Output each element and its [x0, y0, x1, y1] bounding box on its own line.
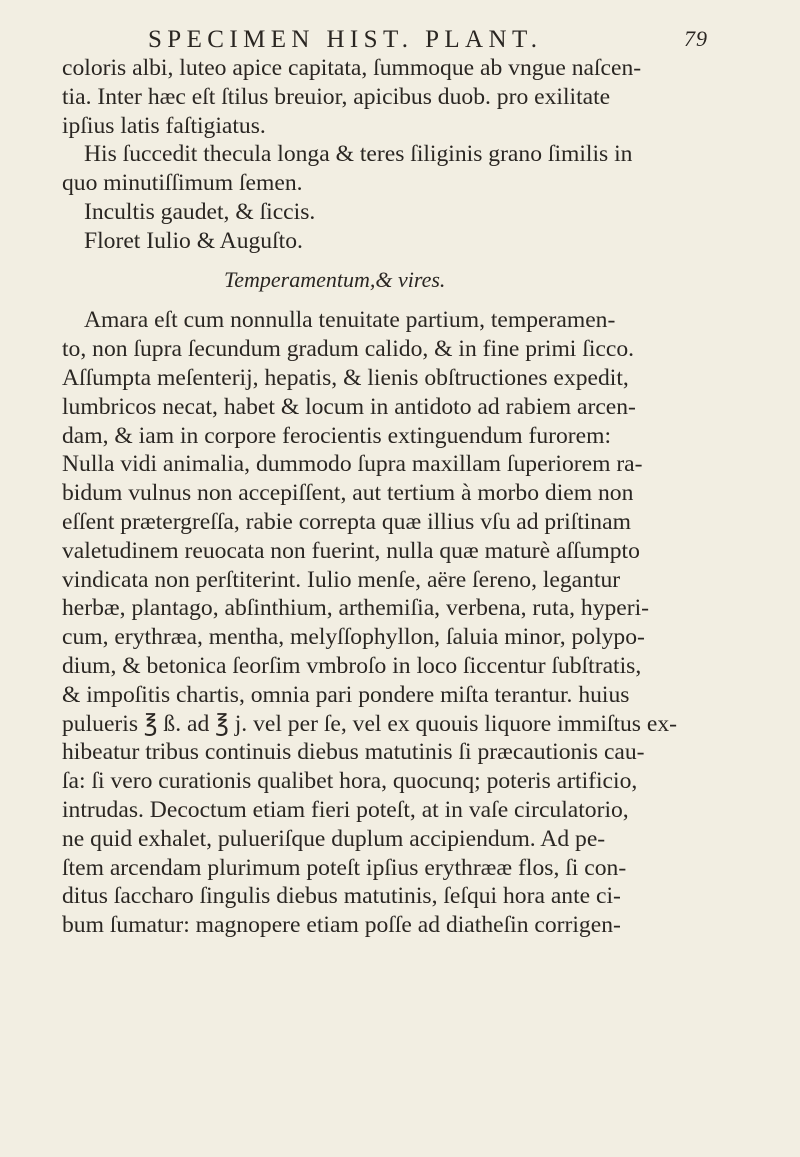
text-line: Floret Iulio & Auguſto.: [84, 227, 303, 254]
text-line: cum, erythræa, mentha, melyſſophyllon, ſaluia minor, polypo-: [62, 624, 645, 651]
running-title: SPECIMEN HIST. PLANT.: [148, 26, 543, 53]
text-line: coloris albi, luteo apice capitata, ſummoque ab vngue naſcen-: [62, 55, 642, 81]
text-line: ſtem arcendam plurimum poteſt ipſius erythrææ flos, ſi con-: [62, 854, 627, 881]
text-line: bidum vulnus non accepiſſent, aut tertium à morbo diem non: [62, 480, 634, 507]
text-line: hibeatur tribus continuis diebus matutinis ſi præcautionis cau-: [62, 739, 645, 766]
text-line: vindicata non perſtiterint. Iulio menſe, aëre ſereno, legantur: [62, 566, 621, 593]
text-line: ſa: ſi vero curationis qualibet hora, quocunq; poteris artificio,: [62, 768, 638, 795]
text-line: lumbricos necat, habet & locum in antidoto ad rabiem arcen-: [62, 393, 636, 420]
text-line: to, non ſupra ſecundum gradum calido, & in fine primi ſicco.: [62, 336, 635, 363]
text-line: dam, & iam in corpore ferocientis extinguendum furorem:: [62, 422, 612, 449]
section-heading: Temperamentum,& vires.: [224, 266, 446, 292]
text-line: pulueris ℥ ß. ad ℥ j. vel per ſe, vel ex quouis liquore immiſtus ex-: [62, 710, 678, 737]
text-line: eſſent prætergreſſa, rabie correpta quæ illius vſu ad priſtinam: [62, 508, 631, 535]
text-line: Nulla vidi animalia, dummodo ſupra maxillam ſuperiorem ra-: [62, 451, 643, 478]
text-line: bum ſumatur: magnopere etiam poſſe ad diatheſin corrigen-: [62, 912, 621, 939]
page-number: 79: [684, 26, 708, 51]
text-line: intrudas. Decoctum etiam fieri poteſt, at in vaſe circulatorio,: [62, 796, 629, 823]
text-line: herbæ, plantago, abſinthium, arthemiſia, verbena, ruta, hyperi-: [62, 595, 650, 622]
text-line: tia. Inter hæc eſt ſtilus breuior, apicibus duob. pro exilitate: [62, 83, 611, 110]
text-line: Aſſumpta meſenterij, hepatis, & lienis obſtructiones expedit,: [62, 364, 629, 391]
text-line: ne quid exhalet, pulueriſque duplum accipiendum. Ad pe-: [62, 825, 606, 852]
text-line: valetudinem reuocata non fuerint, nulla quæ maturè aſſumpto: [62, 537, 640, 564]
text-line: dium, & betonica ſeorſim vmbroſo in loco ſiccentur ſubſtratis,: [62, 652, 642, 679]
text-line: ditus ſaccharo ſingulis diebus matutinis, ſeſqui hora ante ci-: [62, 883, 621, 910]
text-line: ipſius latis faſtigiatus.: [62, 112, 266, 139]
text-line: His ſuccedit thecula longa & teres ſiliginis grano ſimilis in: [84, 141, 633, 168]
text-line: Incultis gaudet, & ſiccis.: [84, 198, 316, 225]
text-line: & impoſitis chartis, omnia pari pondere miſta terantur. huius: [62, 681, 630, 708]
body-text: [62, 54, 752, 940]
text-line: Amara eſt cum nonnulla tenuitate partium, temperamen-: [84, 307, 616, 334]
text-line: quo minutiſſimum ſemen.: [62, 170, 303, 197]
